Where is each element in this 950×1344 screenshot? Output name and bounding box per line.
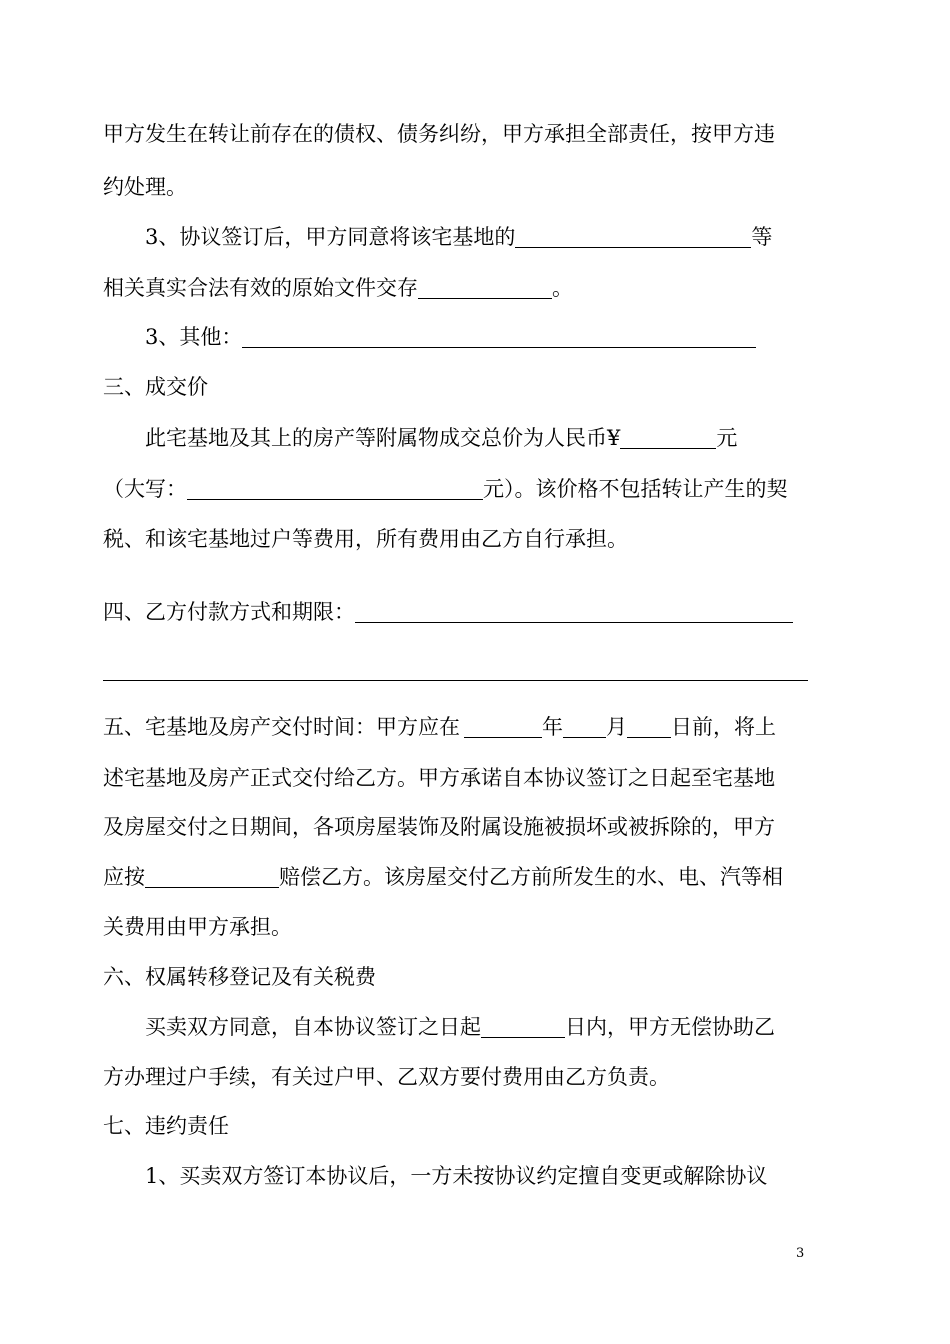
text: 甲方发生在转让前存在的债权、债务纠纷，甲方承担全部责任，按甲方违 bbox=[103, 122, 775, 146]
text: 七、违约责任 bbox=[103, 1114, 229, 1138]
section-heading-payment bbox=[103, 597, 808, 627]
text-line bbox=[103, 474, 808, 504]
text: 六、权属转移登记及有关税费 bbox=[103, 965, 376, 989]
text-line bbox=[145, 423, 808, 453]
text-line bbox=[103, 172, 808, 202]
text: 。 bbox=[552, 276, 573, 300]
fill-blank-day[interactable] bbox=[627, 715, 671, 738]
fill-blank-payment-line2[interactable] bbox=[103, 680, 808, 681]
text: 日前，将上 bbox=[671, 715, 776, 739]
text-line bbox=[103, 273, 808, 303]
fill-blank-month[interactable] bbox=[563, 715, 606, 738]
text-line bbox=[103, 1062, 808, 1092]
fill-blank-days[interactable] bbox=[481, 1015, 565, 1038]
text-line bbox=[103, 862, 808, 892]
section-heading-delivery bbox=[103, 712, 808, 742]
text: 此宅基地及其上的房产等附属物成交总价为人民币¥ bbox=[145, 426, 621, 450]
text: 五、宅基地及房产交付时间：甲方应在 bbox=[103, 715, 460, 739]
section-heading-liability bbox=[103, 1111, 808, 1141]
fill-blank-documents[interactable] bbox=[515, 225, 751, 248]
text: 三、成交价 bbox=[103, 375, 208, 399]
section-heading-transfer bbox=[103, 962, 808, 992]
text: 及房屋交付之日期间，各项房屋装饰及附属设施被损坏或被拆除的，甲方 bbox=[103, 815, 775, 839]
text-line bbox=[103, 119, 808, 149]
text: 等 bbox=[751, 225, 773, 249]
page-number: 3 bbox=[796, 1246, 805, 1261]
clause-3-other bbox=[145, 322, 808, 352]
text: 元）。该价格不包括转让产生的契 bbox=[483, 477, 788, 501]
text-line bbox=[145, 1012, 808, 1042]
text: 税、和该宅基地过户等费用，所有费用由乙方自行承担。 bbox=[103, 527, 628, 551]
text: 日内，甲方无偿协助乙 bbox=[565, 1015, 775, 1039]
text: 赔偿乙方。该房屋交付乙方前所发生的水、电、汽等相 bbox=[279, 865, 783, 889]
text: 1、买卖双方签订本协议后，一方未按协议约定擅自变更或解除协议 bbox=[145, 1164, 768, 1188]
text: 月 bbox=[606, 715, 627, 739]
text: 元 bbox=[716, 426, 738, 450]
text: 3、协议签订后，甲方同意将该宅基地的 bbox=[145, 225, 516, 249]
text-line bbox=[145, 1161, 808, 1191]
text-line bbox=[103, 912, 808, 942]
fill-blank-compensation[interactable] bbox=[145, 865, 279, 888]
text: 3、其他： bbox=[145, 325, 243, 349]
text: 年 bbox=[542, 715, 563, 739]
text: 约处理。 bbox=[103, 175, 187, 199]
text: 四、乙方付款方式和期限： bbox=[103, 600, 355, 624]
text: （大写： bbox=[103, 477, 187, 501]
text: 相关真实合法有效的原始文件交存 bbox=[103, 276, 418, 300]
fill-blank-deposit[interactable] bbox=[418, 276, 552, 299]
fill-blank-price-amount[interactable] bbox=[620, 426, 716, 449]
text-line bbox=[103, 524, 808, 554]
text: 关费用由甲方承担。 bbox=[103, 915, 292, 939]
text-line bbox=[103, 763, 808, 793]
fill-blank-other[interactable] bbox=[242, 325, 756, 348]
section-heading-price bbox=[103, 372, 808, 402]
clause-3-documents bbox=[145, 222, 808, 252]
text: 方办理过户手续，有关过户甲、乙双方要付费用由乙方负责。 bbox=[103, 1065, 670, 1089]
text: 买卖双方同意，自本协议签订之日起 bbox=[145, 1015, 481, 1039]
fill-blank-price-words[interactable] bbox=[187, 477, 483, 500]
fill-blank-payment[interactable] bbox=[355, 600, 793, 623]
fill-blank-year[interactable] bbox=[464, 715, 542, 738]
text-line bbox=[103, 812, 808, 842]
text: 应按 bbox=[103, 865, 145, 889]
text: 述宅基地及房产正式交付给乙方。甲方承诺自本协议签订之日起至宅基地 bbox=[103, 766, 775, 790]
